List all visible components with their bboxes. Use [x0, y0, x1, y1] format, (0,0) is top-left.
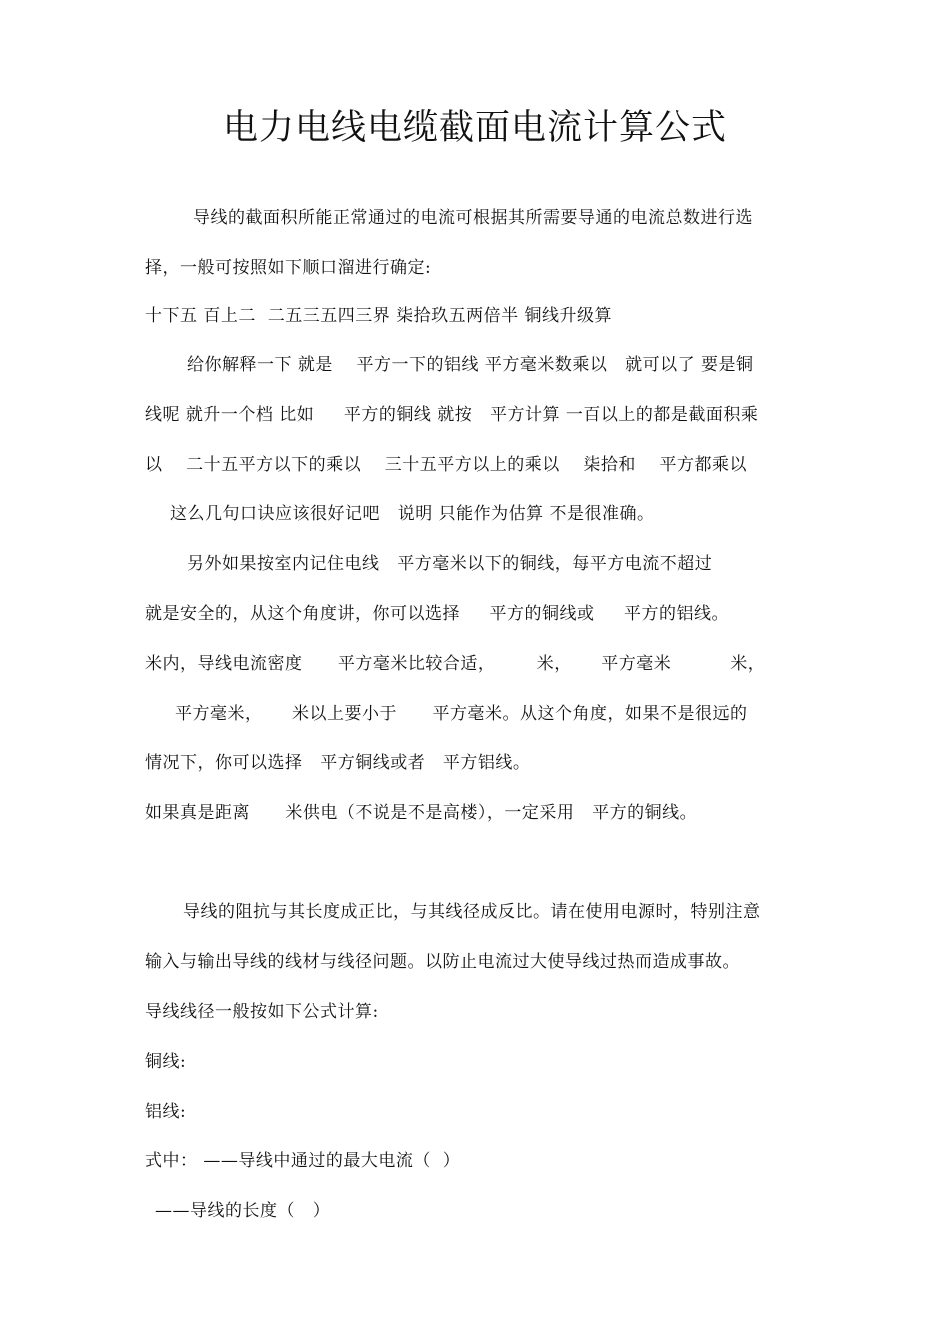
- paragraph-line: 择，一般可按照如下顺口溜进行确定:: [145, 258, 432, 278]
- paragraph-line: 线呢 就升一个档 比如 平方的铜线 就按 平方计算 一百以上的都是截面积乘: [145, 405, 759, 425]
- paragraph-line: ——导线的长度（ ）: [155, 1201, 331, 1221]
- paragraph-line: 输入与输出导线的线材与线径问题。以防止电流过大使导线过热而造成事故。: [145, 952, 740, 972]
- paragraph-line: 另外如果按室内记住电线 平方毫米以下的铜线，每平方电流不超过: [187, 554, 713, 574]
- paragraph-line: 导线的阻抗与其长度成正比，与其线径成反比。请在使用电源时，特别注意: [183, 902, 761, 922]
- paragraph-line: 式中： ——导线中通过的最大电流（ ）: [145, 1151, 461, 1171]
- paragraph-line: 给你解释一下 就是 平方一下的铝线 平方毫米数乘以 就可以了 要是铜: [187, 355, 754, 375]
- paragraph-line: 平方毫米， 米以上要小于 平方毫米。从这个角度，如果不是很远的: [175, 704, 748, 724]
- paragraph-line: 以 二十五平方以下的乘以 三十五平方以上的乘以 柒拾和 平方都乘以: [145, 455, 747, 475]
- paragraph-line: 铝线:: [145, 1102, 187, 1122]
- paragraph-line: 铜线:: [145, 1052, 187, 1072]
- paragraph-line: 米内，导线电流密度 平方毫米比较合适， 米， 平方毫米 米，: [145, 654, 766, 674]
- paragraph-line: 导线的截面积所能正常通过的电流可根据其所需要导通的电流总数进行选: [193, 208, 753, 228]
- paragraph-line: 情况下，你可以选择 平方铜线或者 平方铝线。: [145, 753, 531, 773]
- paragraph-line: 如果真是距离 米供电（不说是不是高楼），一定采用 平方的铜线。: [145, 803, 698, 823]
- paragraph-line: 这么几句口诀应该很好记吧 说明 只能作为估算 不是很准确。: [170, 504, 655, 524]
- paragraph-line: 导线线径一般按如下公式计算:: [145, 1002, 379, 1022]
- page-title: 电力电线电缆截面电流计算公式: [222, 108, 727, 148]
- paragraph-line: 十下五 百上二 二五三五四三界 柒拾玖五两倍半 铜线升级算: [145, 306, 613, 326]
- paragraph-line: 就是安全的，从这个角度讲，你可以选择 平方的铜线或 平方的铝线。: [145, 604, 730, 624]
